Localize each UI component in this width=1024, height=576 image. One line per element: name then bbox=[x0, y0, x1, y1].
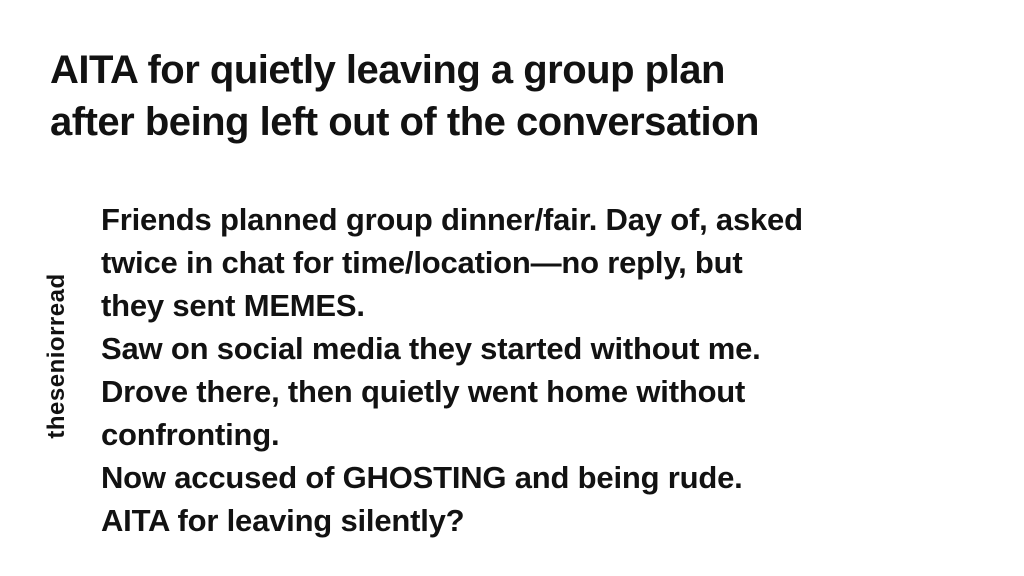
post-body-line-2: twice in chat for time/location—no reply, but bbox=[101, 245, 743, 280]
post-title-line-2: after being left out of the conversation bbox=[50, 100, 759, 144]
post-title bbox=[50, 44, 759, 148]
post-body-line-1: Friends planned group dinner/fair. Day of, asked bbox=[101, 202, 803, 237]
post-body-line-3: they sent MEMES. bbox=[101, 288, 365, 323]
watermark-credit: theseniorread bbox=[43, 273, 70, 439]
post-body-line-6: confronting. bbox=[101, 417, 280, 452]
post-body-line-7: Now accused of GHOSTING and being rude. bbox=[101, 460, 743, 495]
post-body-line-4: Saw on social media they started without me. bbox=[101, 331, 761, 366]
post-body bbox=[101, 198, 803, 542]
post-title-line-1: AITA for quietly leaving a group plan bbox=[50, 48, 725, 92]
post-body-line-8: AITA for leaving silently? bbox=[101, 503, 465, 538]
post-body-line-5: Drove there, then quietly went home without bbox=[101, 374, 746, 409]
